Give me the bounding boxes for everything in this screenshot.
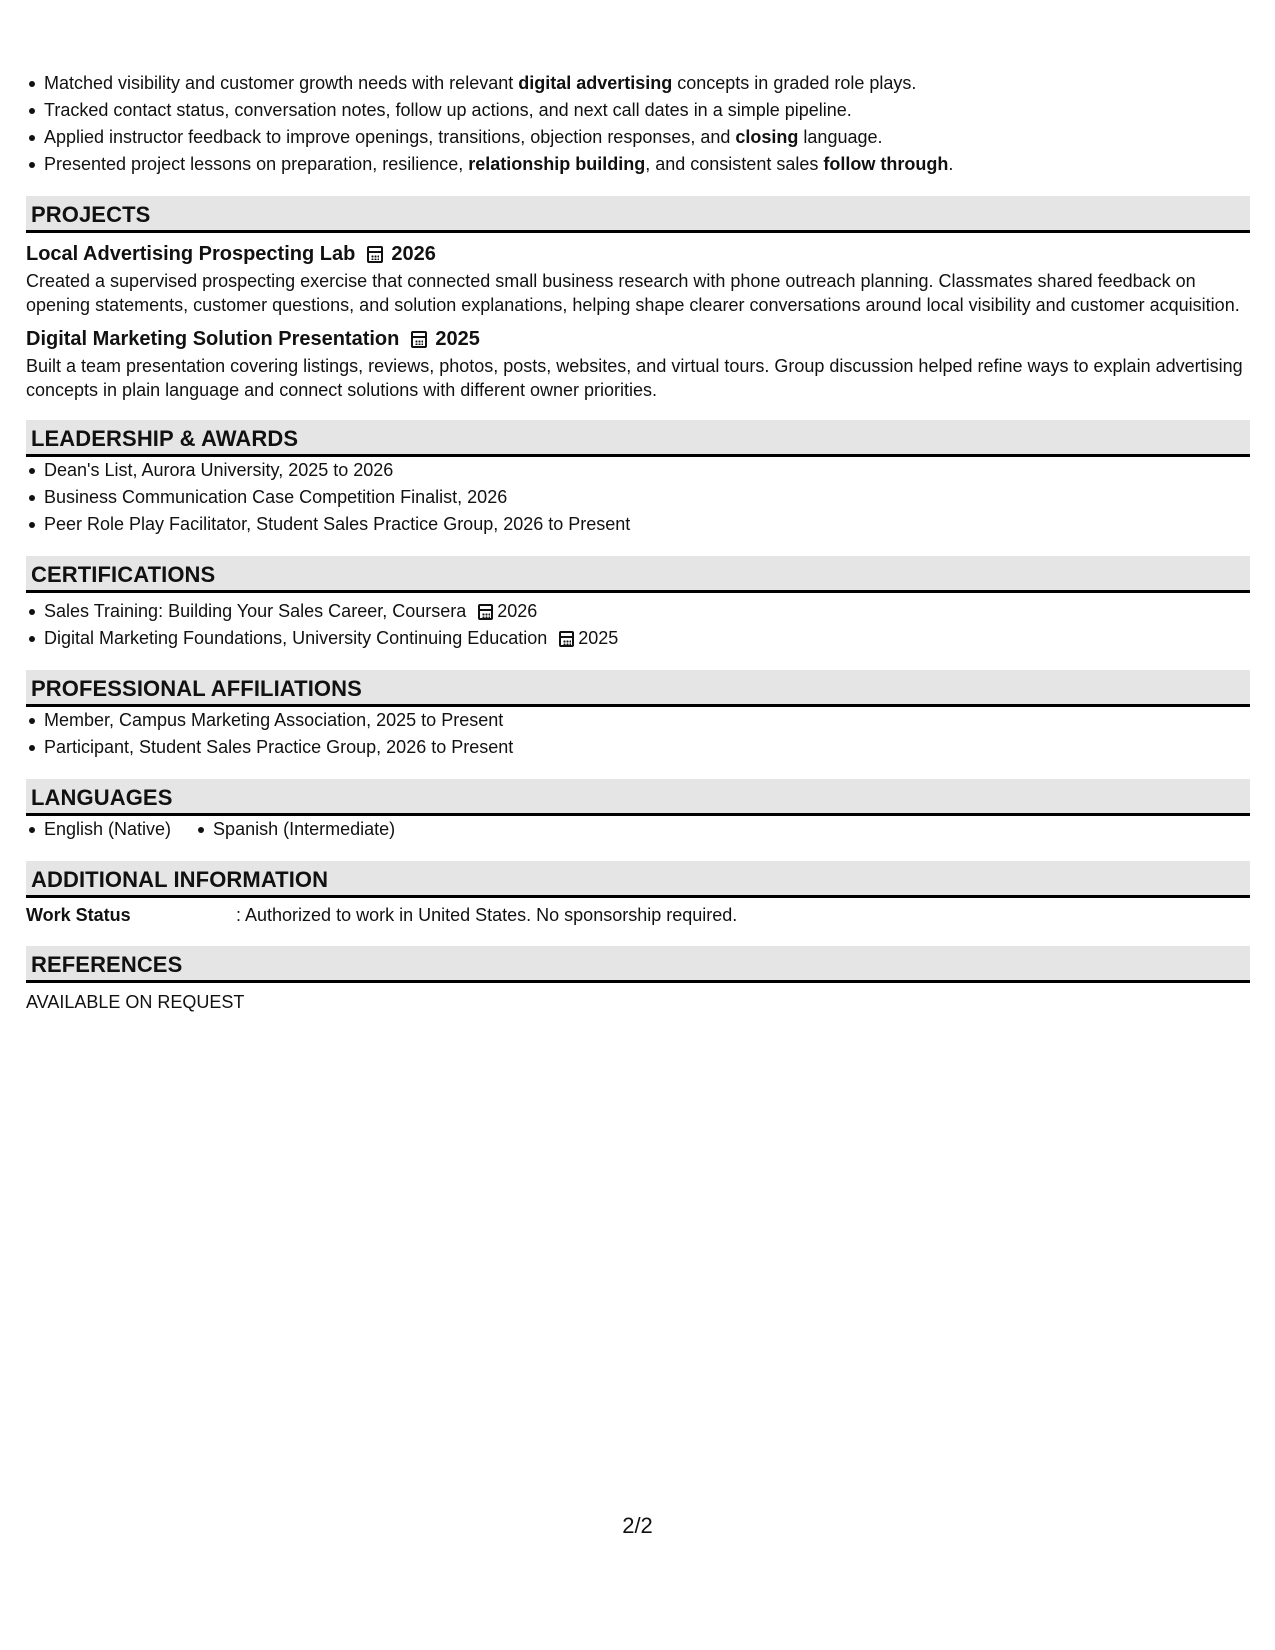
list-item: Digital Marketing Foundations, University Continuing Education 2025	[44, 625, 1250, 652]
calendar-icon	[559, 631, 574, 647]
list-item: Sales Training: Building Your Sales Career, Coursera 2026	[44, 598, 1250, 625]
section-heading-affiliations: PROFESSIONAL AFFILIATIONS	[26, 670, 1250, 707]
project-date: 2025	[411, 325, 480, 353]
list-item: Participant, Student Sales Practice Group, 2026 to Present	[44, 734, 1250, 761]
project-title: Digital Marketing Solution Presentation 2025	[26, 325, 1250, 353]
work-status-row	[26, 902, 1250, 928]
list-item: Peer Role Play Facilitator, Student Sales Practice Group, 2026 to Present	[44, 511, 1250, 538]
section-heading-certifications: CERTIFICATIONS	[26, 556, 1250, 593]
resume-page	[26, 70, 1250, 1015]
project-description: Built a team presentation covering listings, reviews, photos, posts, websites, and virtual tours. Group discussion helped refine ways to explain advertising concepts in plain language and connect solutions with different owner priorities.	[26, 356, 1243, 400]
calendar-icon	[478, 604, 493, 620]
project-description: Created a supervised prospecting exercise that connected small business research with phone outreach planning. Classmates shared feedback on opening statements, customer questions, and solution explanations, helping shape clearer conversations around local visibility and customer acquisition.	[26, 271, 1240, 315]
list-item: Member, Campus Marketing Association, 2025 to Present	[44, 707, 1250, 734]
languages-list	[26, 816, 1250, 843]
section-heading-languages: LANGUAGES	[26, 779, 1250, 816]
experience-bullets	[26, 70, 1250, 178]
list-item: Matched visibility and customer growth needs with relevant digital advertising concepts in graded role plays.	[44, 70, 1250, 97]
work-status-label: Work Status	[26, 905, 131, 925]
calendar-icon	[411, 331, 427, 348]
section-heading-additional: ADDITIONAL INFORMATION	[26, 861, 1250, 898]
list-item: Spanish (Intermediate)	[213, 816, 395, 843]
certifications-list	[26, 598, 1250, 652]
list-item: Presented project lessons on preparation, resilience, relationship building, and consistent sales follow through.	[44, 151, 1250, 178]
list-item: Applied instructor feedback to improve openings, transitions, objection responses, and closing language.	[44, 124, 1250, 151]
list-item: English (Native)	[44, 816, 171, 843]
project-title: Local Advertising Prospecting Lab 2026	[26, 240, 1250, 268]
section-heading-leadership: LEADERSHIP & AWARDS	[26, 420, 1250, 457]
affiliations-list	[26, 707, 1250, 761]
projects-section	[26, 240, 1250, 402]
references-text: AVAILABLE ON REQUEST	[26, 992, 245, 1012]
section-heading-projects: PROJECTS	[26, 196, 1250, 233]
list-item: Tracked contact status, conversation notes, follow up actions, and next call dates in a simple pipeline.	[44, 97, 1250, 124]
project-date: 2026	[367, 240, 436, 268]
page-number: 2/2	[622, 1513, 653, 1538]
work-status-value: : Authorized to work in United States. No sponsorship required.	[236, 905, 738, 925]
calendar-icon	[367, 246, 383, 263]
section-heading-references: REFERENCES	[26, 946, 1250, 983]
list-item: Dean's List, Aurora University, 2025 to 2026	[44, 457, 1250, 484]
list-item: Business Communication Case Competition Finalist, 2026	[44, 484, 1250, 511]
leadership-list	[26, 457, 1250, 538]
